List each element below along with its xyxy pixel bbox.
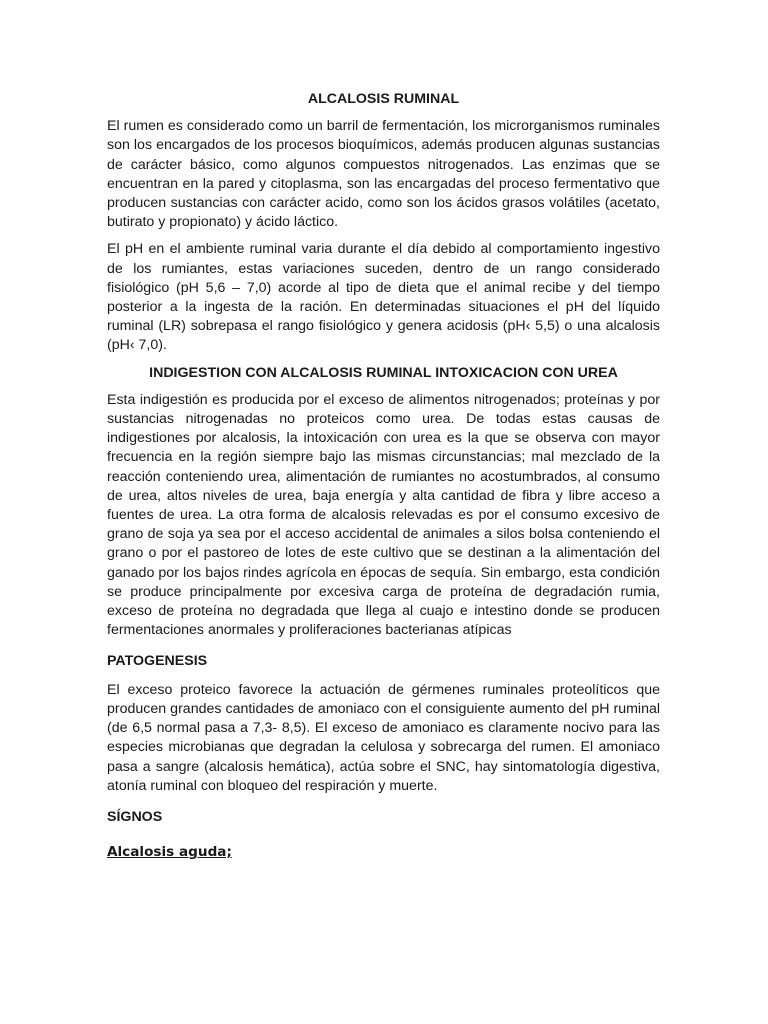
paragraph-patogenesis: El exceso proteico favorece la actuación de gérmenes ruminales proteolíticos que producen grandes cantidades de amoniaco con el consiguiente aumento del pH ruminal (de 6,5 normal pasa a 7,3- 8,5). El exceso de amoniaco es claramente nocivo para las especies microbianas que degradan la celulosa y sobrecarga del rumen. El amoniaco pasa a sangre (alcalosis hemática), actúa sobre el SNC, hay sintomatología digestiva, atonía ruminal con bloqueo del respiración y muerte. [107, 681, 660, 794]
document-page [107, 90, 660, 862]
heading-signos: SÍGNOS [107, 808, 163, 825]
paragraph-indigestion: Esta indigestión es producida por el exceso de alimentos nitrogenados; proteínas y por sustancias nitrogenadas no proteicos como urea. De todas estas causas de indigestiones por alcalosis, la intoxicación con urea es la que se observa con mayor frecuencia en la región siempre bajo las mismas circunstancias; mal mezclado de la reacción conteniendo urea, alimentación de rumiantes no acostumbrados, al consumo de urea, altos niveles de urea, baja energía y alta cantidad de fibra y libre acceso a fuentes de urea. La otra forma de alcalosis relevadas es por el consumo excesivo de grano de soja ya sea por el acceso accidental de animales a silos bolsa conteniendo el grano o por el pastoreo de lotes de este cultivo que se destinan a la alimentación del ganado por los bajos rindes agrícola en épocas de sequía. Sin embargo, esta condición se produce principalmente por excesiva carga de proteína de degradación rumia, exceso de proteína no degradada que llega al cuajo e intestino donde se producen fermentaciones anormales y proliferaciones bacterianas atípicas [107, 391, 660, 639]
subheading-alcalosis-aguda: Alcalosis aguda; [107, 844, 232, 861]
heading-patogenesis: PATOGENESIS [107, 653, 208, 670]
heading-indigestion: INDIGESTION CON ALCALOSIS RUMINAL INTOXICACION CON UREA [149, 364, 618, 381]
paragraph-ph: El pH en el ambiente ruminal varia durante el día debido al comportamiento ingestivo de los rumiantes, estas variaciones suceden, dentro de un rango considerado fisiológico (pH 5,6 – 7,0) acorde al tipo de dieta que el animal recibe y del tiempo posterior a la ingesta de la ración. En determinadas situaciones el pH del líquido ruminal (LR) sobrepasa el rango fisiológico y genera acidosis (pH‹ 5,5) o una alcalosis (pH‹ 7,0). [107, 241, 660, 354]
paragraph-rumen: El rumen es considerado como un barril de fermentación, los microrganismos ruminales son los encargados de los procesos bioquímicos, además producen algunas sustancias de carácter básico, como algunos compuestos nitrogenados. Las enzimas que se encuentran en la pared y citoplasma, son las encargadas del proceso fermentativo que producen sustancias con carácter acido, como son los ácidos grasos volátiles (acetato, butirato y propionato) y ácido láctico. [107, 118, 660, 231]
document-title: ALCALOSIS RUMINAL [307, 91, 460, 107]
